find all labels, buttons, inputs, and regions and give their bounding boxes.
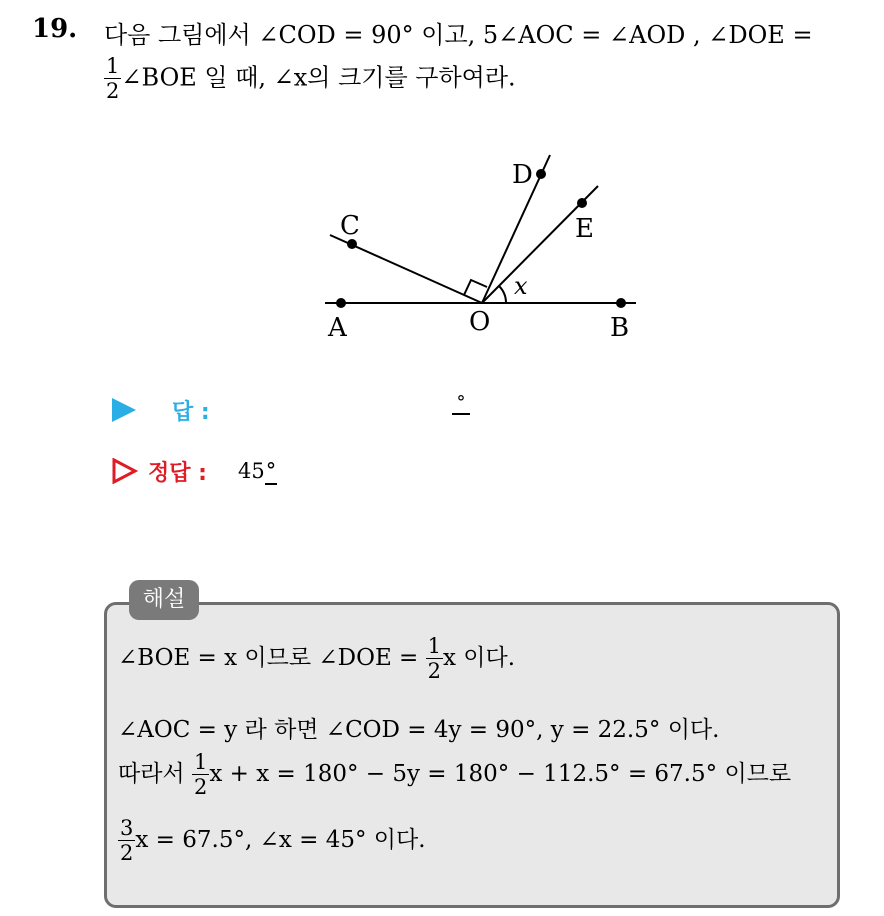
point-D: [536, 169, 546, 179]
angle-figure: [300, 140, 660, 350]
question-text-line2: [104, 56, 516, 102]
solution-line1-a: ∠BOE = x 이므로 ∠DOE =: [118, 645, 419, 671]
correct-value: 45: [238, 459, 265, 483]
label-D: D: [512, 160, 533, 190]
fraction-numerator: 1: [106, 54, 120, 78]
point-A: [336, 298, 346, 308]
solution-line1-b: x 이다.: [443, 645, 516, 671]
label-B: B: [610, 313, 630, 343]
solution-fraction-4: [118, 818, 135, 864]
answer-input[interactable]: [452, 392, 470, 415]
solution-title: 해설: [129, 580, 199, 620]
label-O: O: [469, 307, 491, 337]
answer-label: 답 :: [172, 400, 210, 425]
solution-line3-b: x + x = 180° − 5y = 180° − 112.5° = 67.5° 이므로: [209, 761, 792, 787]
label-E: E: [575, 214, 594, 244]
answer-triangle-icon: [112, 398, 138, 422]
solution-line4-b: x = 67.5°, ∠x = 45° 이다.: [135, 827, 426, 853]
question-text-line1: 다음 그림에서 ∠COD = 90° 이고, 5∠AOC = ∠AOD , ∠DOE =: [104, 21, 813, 49]
answer-unit: °: [456, 392, 466, 413]
fraction-denominator: 2: [106, 79, 120, 103]
correct-label: 정답 :: [148, 461, 207, 486]
solution-fraction-1: [426, 636, 443, 682]
solution-line3: [118, 752, 791, 798]
angle-x-arc: [499, 286, 506, 303]
correct-unit: °: [265, 459, 277, 483]
fraction-denominator: 2: [120, 841, 134, 865]
question-fraction: [104, 56, 121, 102]
label-C: C: [340, 211, 360, 241]
solution-line3-a: 따라서: [118, 761, 185, 787]
correct-answer: [238, 459, 277, 483]
fraction-numerator: 1: [427, 634, 442, 658]
fraction-numerator: 3: [120, 816, 134, 840]
question-number: 19.: [32, 14, 78, 44]
right-angle-mark: [464, 280, 487, 295]
fraction-denominator: 2: [193, 775, 208, 799]
correct-triangle-icon: [112, 458, 138, 484]
fraction-numerator: 1: [193, 750, 208, 774]
fraction-denominator: 2: [427, 659, 442, 683]
solution-line1: [118, 636, 515, 682]
solution-line4: [118, 818, 426, 864]
point-E: [577, 198, 587, 208]
point-B: [616, 298, 626, 308]
solution-fraction-3: [192, 752, 209, 798]
question-text-line2-body: ∠BOE 일 때, ∠x의 크기를 구하여라.: [121, 63, 516, 92]
label-A: A: [328, 313, 347, 343]
solution-line2: ∠AOC = y 라 하면 ∠COD = 4y = 90°, y = 22.5° 이다.: [118, 717, 720, 743]
label-x: x: [514, 272, 528, 300]
